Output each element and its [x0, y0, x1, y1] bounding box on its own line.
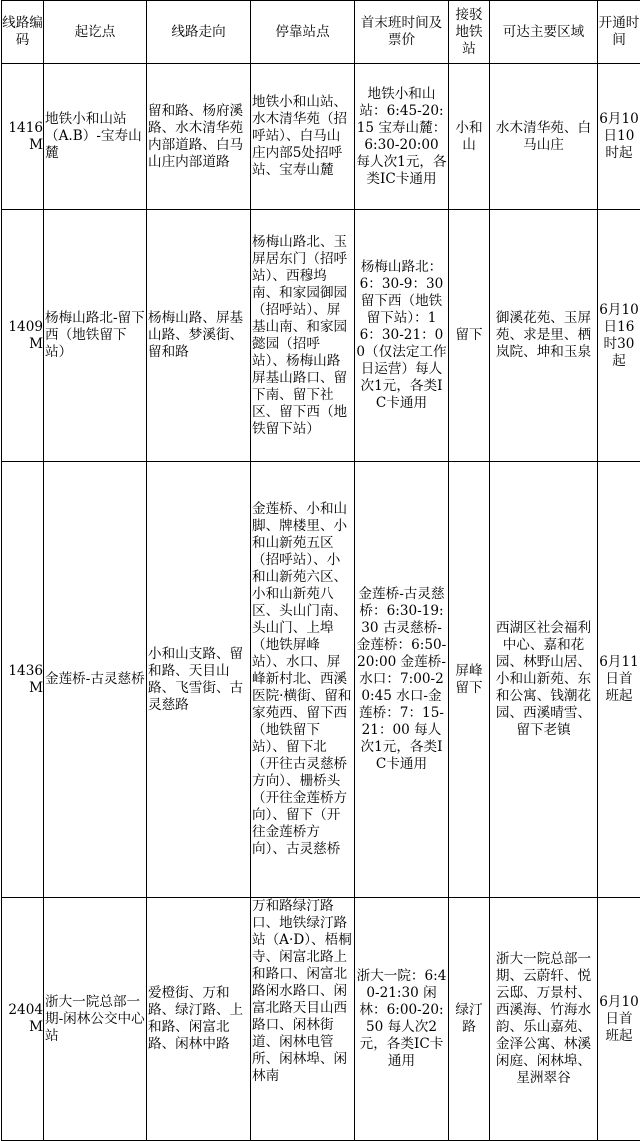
route-metro: 屏峰留下 [449, 462, 490, 898]
route-stops: 万和路绿汀路口、地铁绿汀路站（A·D）、梧桐寺、闲富北路上和路口、闲富北路闲水路口、闲富北路天目山西路口、闲林街道、闲林电管所、闲林埠、闲林南 [251, 898, 355, 1141]
table-row [2, 898, 640, 1141]
header-schedule: 首末班时间及票价 [355, 1, 449, 64]
header-open-time: 开通时间 [598, 1, 640, 64]
header-route-code: 线路编码 [2, 1, 44, 64]
header-stops: 停靠站点 [251, 1, 355, 64]
route-areas: 西湖区社会福利中心、嘉和花园、林野山居、小和山新苑、东和公寓、钱潮花园、西溪晴雪、留下老镇 [490, 462, 598, 898]
table-header-row [2, 1, 640, 64]
route-terminals: 地铁小和山站（A.B）-宝寿山麓 [44, 64, 147, 210]
route-direction: 爱橙街、万和路、绿汀路、上和路、闲富北路、闲林中路 [147, 898, 251, 1141]
route-metro: 留下 [449, 210, 490, 462]
route-schedule: 地铁小和山站：6:45-20:15 宝寿山麓：6:30-20:00 每人次1元，各类IC卡通用 [355, 64, 449, 210]
route-terminals: 杨梅山路北-留下西（地铁留下站） [44, 210, 147, 462]
header-metro: 接驳地铁站 [449, 1, 490, 64]
route-terminals: 金莲桥-古灵慈桥 [44, 462, 147, 898]
route-direction: 小和山支路、留和路、天目山路、飞雪街、古灵慈路 [147, 462, 251, 898]
route-code: 1409M [2, 210, 44, 462]
route-direction: 留和路、杨府溪路、水木清华苑内部道路、白马山庄内部道路 [147, 64, 251, 210]
route-metro: 绿汀路 [449, 898, 490, 1141]
route-open-time: 6月11日首班起 [598, 462, 640, 898]
header-direction: 线路走向 [147, 1, 251, 64]
route-schedule: 金莲桥-古灵慈桥：6:30-19:30 古灵慈桥-金莲桥：6:50-20:00 金莲桥-水口：7:00-20:45 水口-金莲桥：7：15-21：00 每人次1元，各类IC卡通用 [355, 462, 449, 898]
route-code: 1436M [2, 462, 44, 898]
route-metro: 小和山 [449, 64, 490, 210]
route-areas: 浙大一院总部一期、云蔚轩、悦云邸、万景村、西溪海、竹海水韵、乐山嘉苑、金泽公寓、林溪闲庭、闲林埠、星洲翠谷 [490, 898, 598, 1141]
table-row [2, 210, 640, 462]
header-areas: 可达主要区域 [490, 1, 598, 64]
route-areas: 水木清华苑、白马山庄 [490, 64, 598, 210]
header-terminals: 起讫点 [44, 1, 147, 64]
route-code: 2404M [2, 898, 44, 1141]
route-stops: 地铁小和山站、水木清华苑（招呼站）、白马山庄内部5处招呼站、宝寿山麓 [251, 64, 355, 210]
route-open-time: 6月10日10时起 [598, 64, 640, 210]
route-schedule: 浙大一院：6:40-21:30 闲林：6:00-20:50 每人次2元，各类IC卡通用 [355, 898, 449, 1141]
route-open-time: 6月10日16时30起 [598, 210, 640, 462]
route-stops: 杨梅山路北、玉屏居东门（招呼站）、西穆坞南、和家园御园（招呼站）、屏基山南、和家园懿园（招呼站）、杨梅山路屏基山路口、留下南、留下社区、留下西（地铁留下站） [251, 210, 355, 462]
route-areas: 御溪花苑、玉屏苑、求是里、栖岚院、坤和玉泉 [490, 210, 598, 462]
table-row [2, 462, 640, 898]
route-schedule: 杨梅山路北：6：30-9：30 留下西（地铁留下站）：16：30-21：00（仅法定工作日运营）每人次1元，各类IC卡通用 [355, 210, 449, 462]
route-terminals: 浙大一院总部一期-闲林公交中心站 [44, 898, 147, 1141]
bus-route-table [1, 0, 640, 1141]
route-open-time: 6月10日首班起 [598, 898, 640, 1141]
table-row [2, 64, 640, 210]
route-code: 1416M [2, 64, 44, 210]
route-direction: 杨梅山路、屏基山路、梦溪街、留和路 [147, 210, 251, 462]
route-stops: 金莲桥、小和山脚、牌楼里、小和山新苑五区（招呼站）、小和山新苑六区、小和山新苑八区、头山门南、头山门、上埠（地铁屏峰站）、水口、屏峰新村北、西溪医院·横街、留和家苑西、留下西（地铁留下站）、留下北（开往古灵慈桥方向）、栅桥头（开往金莲桥方向）、留下（开往金莲桥方向）、古灵慈桥 [251, 462, 355, 898]
